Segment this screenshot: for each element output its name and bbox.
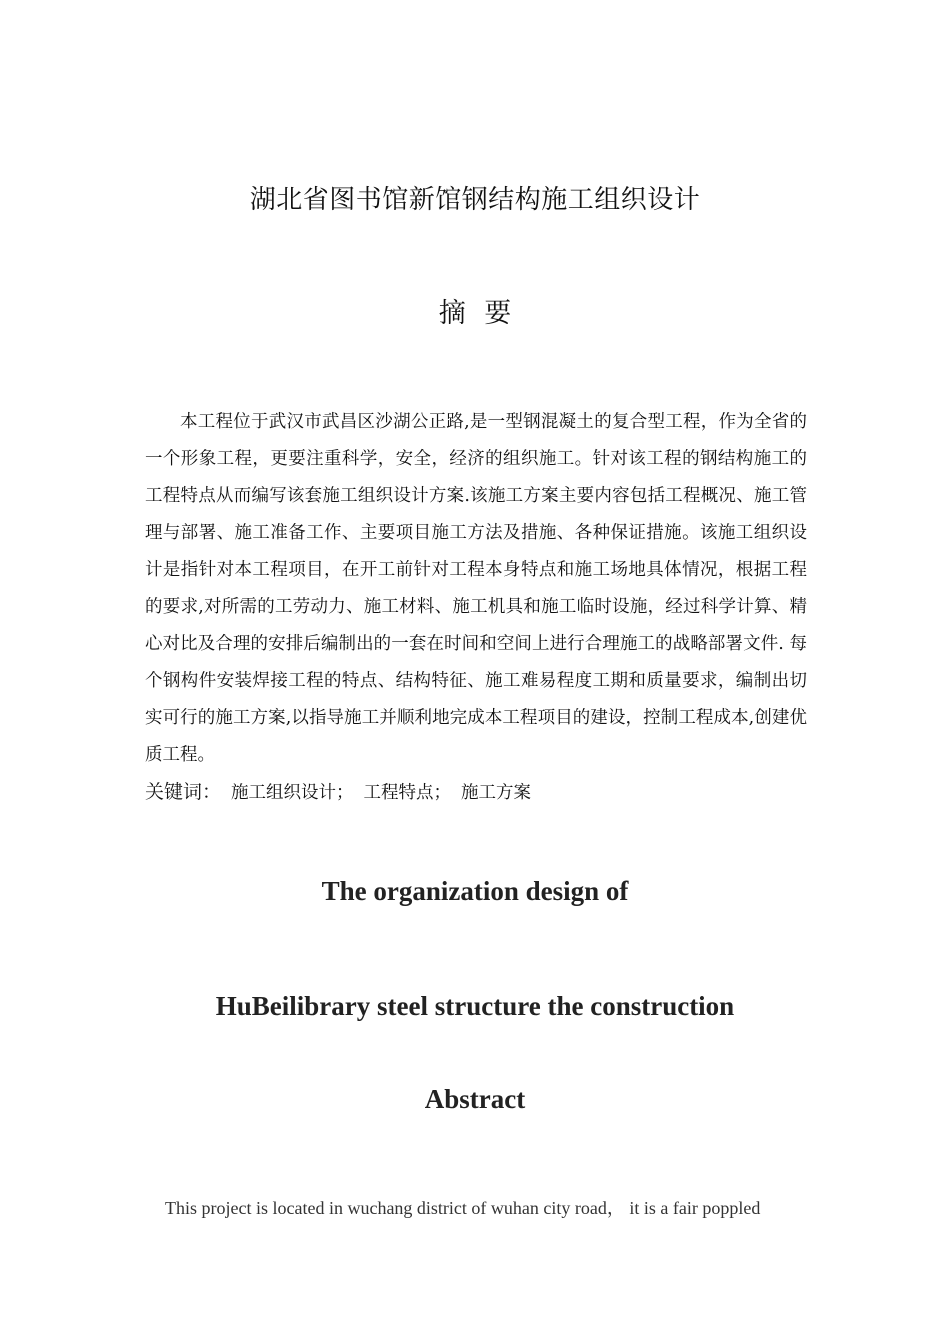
abstract-body-chinese: 本工程位于武汉市武昌区沙湖公正路,是一型钢混凝土的复合型工程，作为全省的一个形象工程，更要注重科学，安全，经济的组织施工。针对该工程的钢结构施工的工程特点从而编写该套施工组织设计方案.该施工方案主要内容包括工程概况、施工管理与部署、施工准备工作、主要项目施工方法及措施、各种保证措施。该施工组织设计是指针对本工程项目，在开工前针对工程本身特点和施工场地具体情况，根据工程的要求,对所需的工劳动力、施工材料、施工机具和施工临时设施，经过科学计算、精心对比及合理的安排后编制出的一套在时间和空间上进行合理施工的战略部署文件. 每个钢构件安装焊接工程的特点、结构特征、施工难易程度工期和质量要求，编制出切实可行的施工方案,以指导施工并顺利地完成本工程项目的建设，控制工程成本,创建优质工程。: [145, 412, 807, 765]
document-title-chinese: 湖北省图书馆新馆钢结构施工组织设计: [249, 185, 701, 215]
keywords-label: 关键词：: [145, 781, 222, 803]
keyword-item: 施工方案: [461, 783, 532, 803]
keywords-line: [145, 775, 807, 810]
document-title-english-line2: HuBeilibrary steel structure the construction: [215, 991, 735, 1021]
abstract-body-english: This project is located in wuchang district of wuhan city road， it is a fair poppled: [165, 1198, 761, 1218]
document-title-english-line1: The organization design of: [321, 876, 629, 906]
abstract-heading-chinese: 摘 要: [438, 298, 512, 329]
abstract-heading-english: Abstract: [424, 1084, 526, 1114]
keyword-item: 工程特点；: [363, 783, 452, 803]
keyword-item: 施工组织设计；: [231, 783, 354, 803]
